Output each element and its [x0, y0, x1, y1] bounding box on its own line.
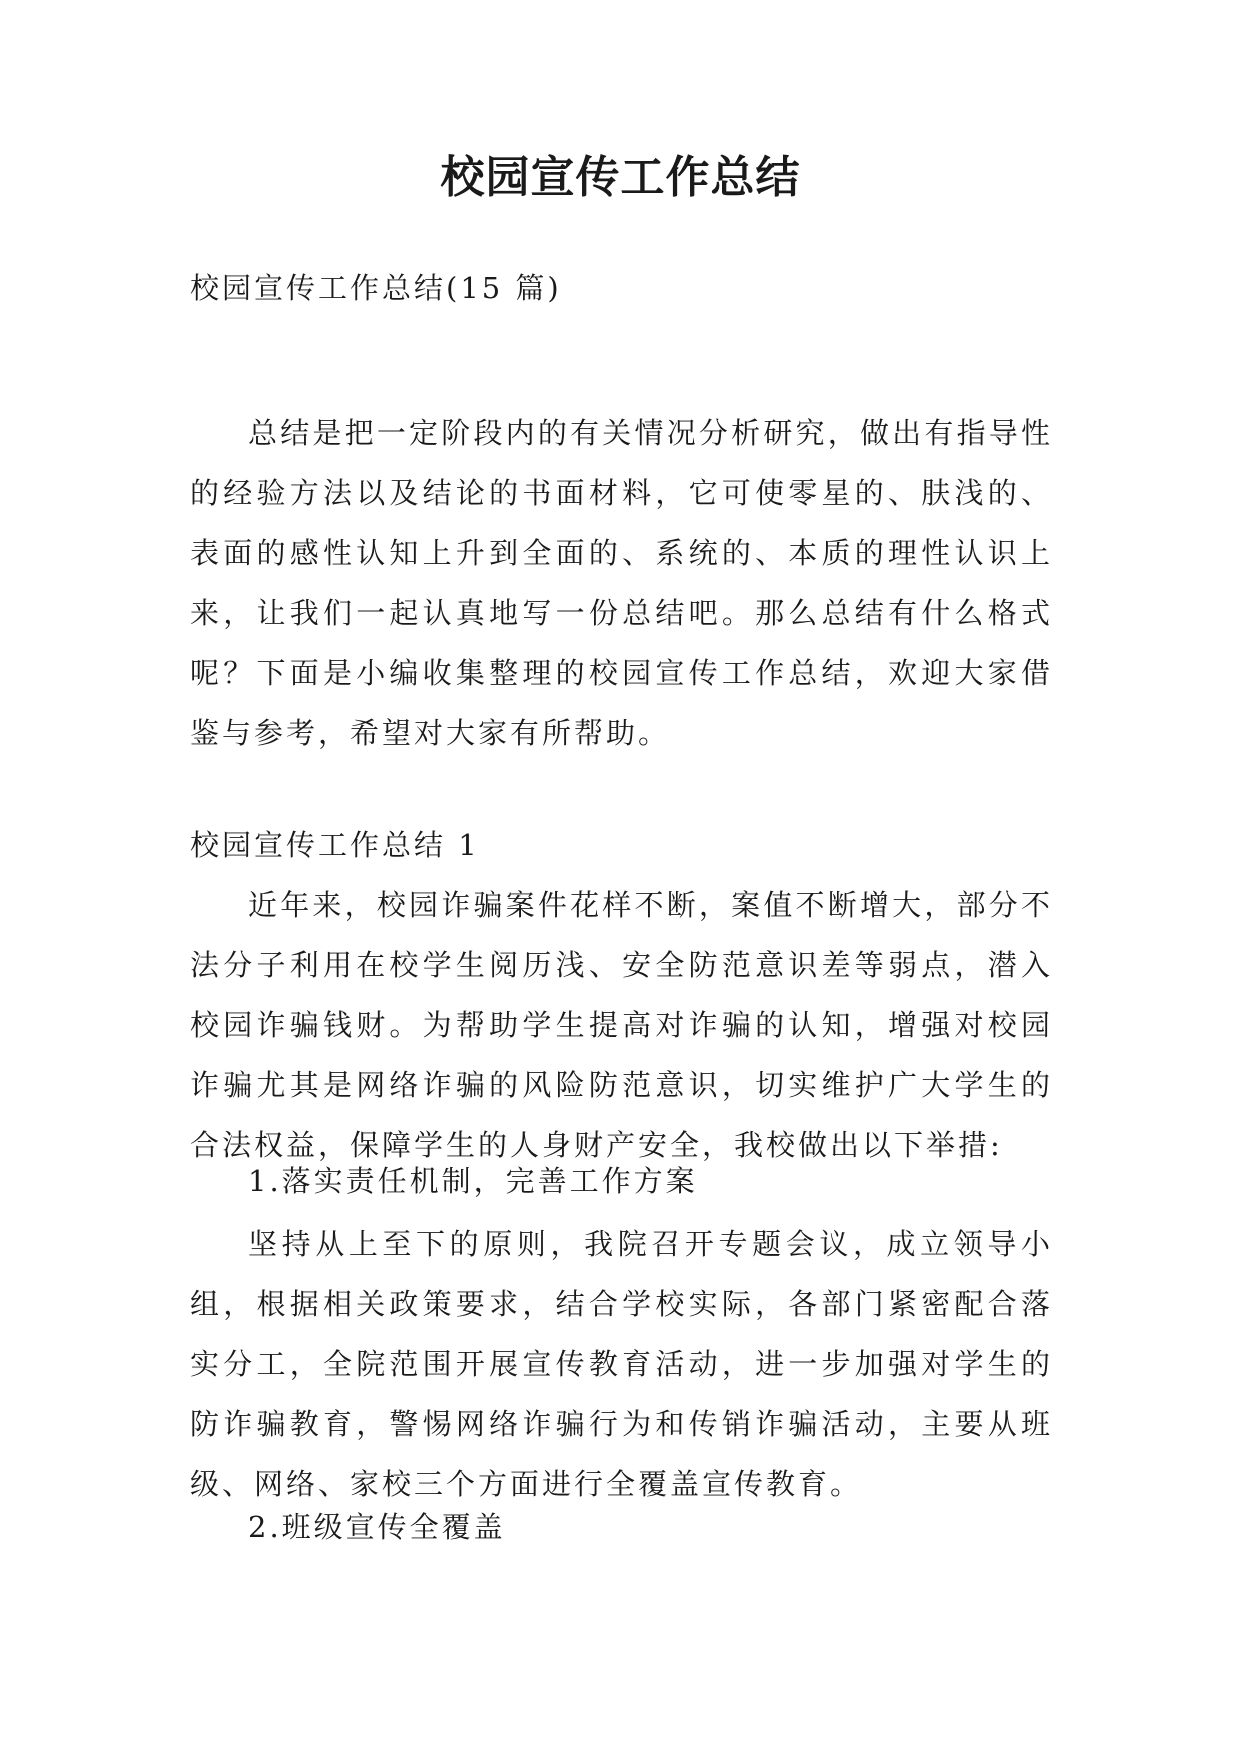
section-paragraph-1: 近年来，校园诈骗案件花样不断，案值不断增大，部分不法分子利用在校学生阅历浅、安全防范意识差等弱点，潜入校园诈骗钱财。为帮助学生提高对诈骗的认知，增强对校园诈骗尤其是网络诈骗的风险防范意识，切实维护广大学生的合法权益，保障学生的人身财产安全，我校做出以下举措:	[190, 888, 1053, 1162]
numbered-item-2: 2.班级宣传全覆盖	[248, 1510, 506, 1544]
section-heading: 校园宣传工作总结 1	[190, 828, 480, 862]
section-paragraph-2: 坚持从上至下的原则，我院召开专题会议，成立领导小组，根据相关政策要求，结合学校实际，各部门紧密配合落实分工，全院范围开展宣传教育活动，进一步加强对学生的防诈骗教育，警惕网络诈骗行为和传销诈骗活动，主要从班级、网络、家校三个方面进行全覆盖宣传教育。	[190, 1227, 1053, 1501]
document-subtitle: 校园宣传工作总结(15 篇)	[190, 271, 562, 305]
numbered-item-1: 1.落实责任机制，完善工作方案	[248, 1164, 698, 1198]
intro-paragraph: 总结是把一定阶段内的有关情况分析研究，做出有指导性的经验方法以及结论的书面材料，它可使零星的、肤浅的、表面的感性认知上升到全面的、系统的、本质的理性认识上来，让我们一起认真地写一份总结吧。那么总结有什么格式呢？下面是小编收集整理的校园宣传工作总结，欢迎大家借鉴与参考，希望对大家有所帮助。	[190, 416, 1053, 750]
document-title: 校园宣传工作总结	[440, 152, 801, 203]
